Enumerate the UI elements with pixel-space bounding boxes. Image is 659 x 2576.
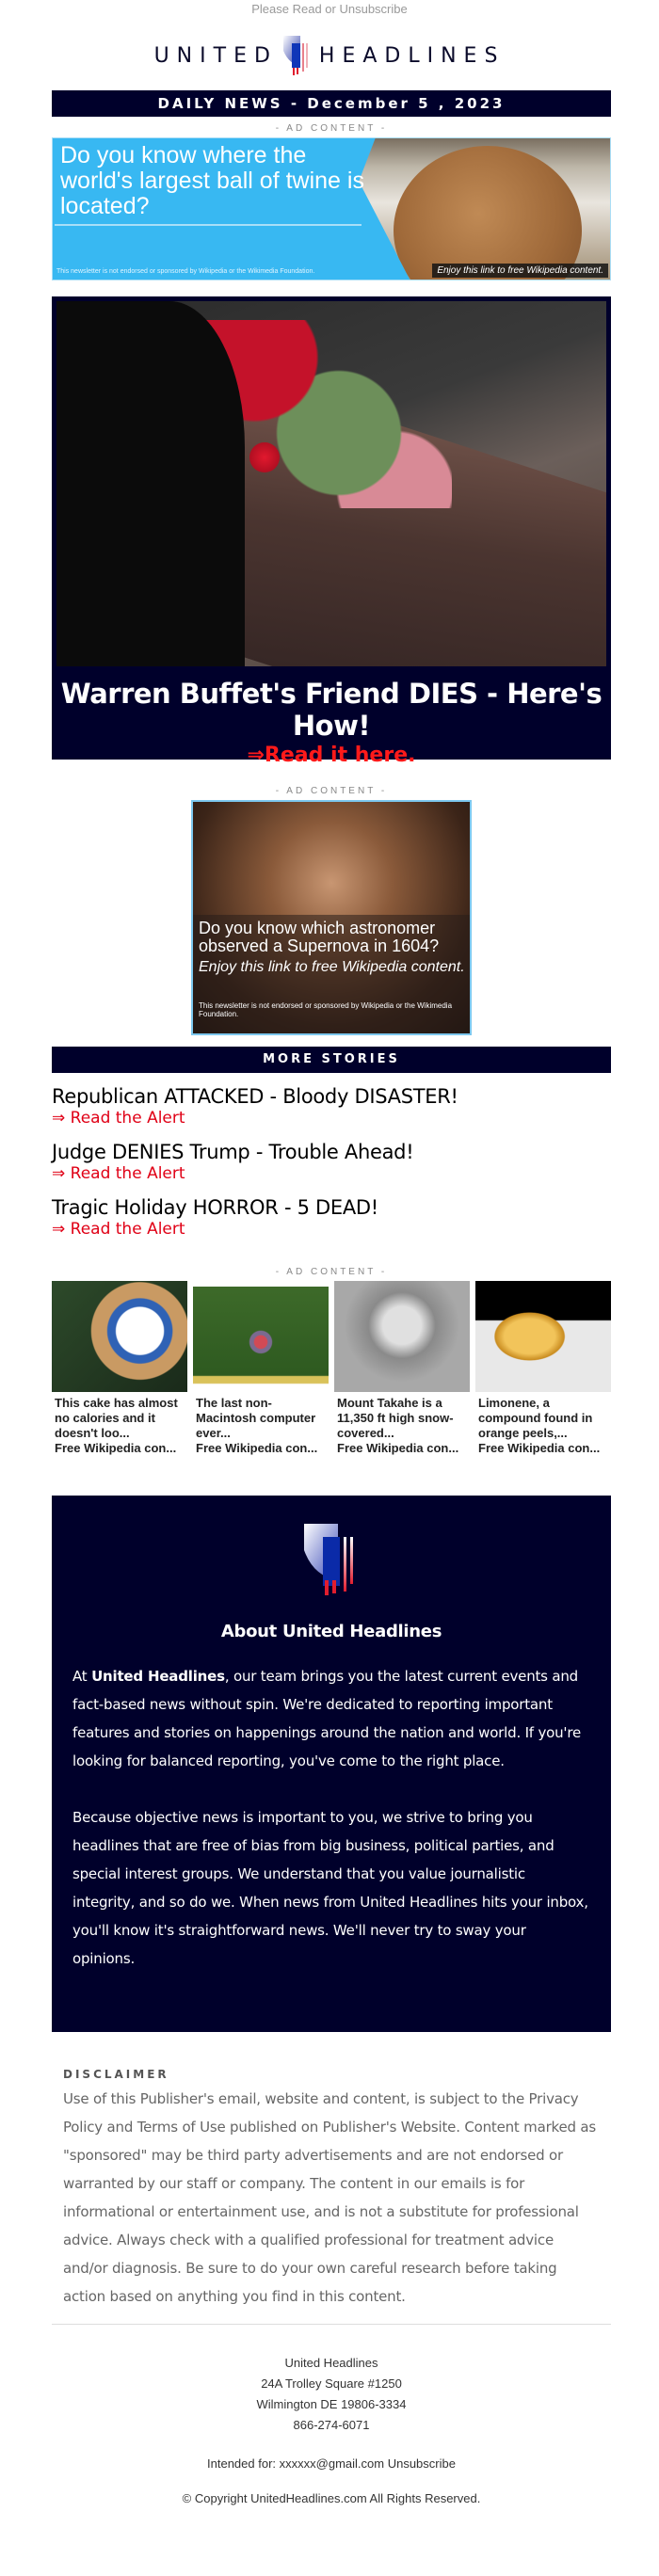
ad-tile-text: The last non-Macintosh computer ever... <box>196 1396 316 1440</box>
ad-twine-caption: Enjoy this link to free Wikipedia content. <box>432 264 608 278</box>
ad-banner-twine[interactable] <box>52 137 611 280</box>
story-title[interactable]: Judge DENIES Trump - Trouble Ahead! <box>52 1141 414 1163</box>
phone-number: 866-274-6071 <box>293 2418 370 2432</box>
ad-twine-title: Do you know where the world's largest ball of twine is located? <box>60 142 364 219</box>
story-item <box>52 1140 611 1184</box>
ad-tile[interactable] <box>334 1281 470 1456</box>
more-stories-header: MORE STORIES <box>52 1047 611 1073</box>
ad-content-label: - AD CONTENT - <box>275 786 388 796</box>
read-alert-link[interactable]: ⇒ Read the Alert <box>52 1164 185 1183</box>
about-paragraph: Because objective news is important to you, we strive to bring you headlines that are free of bias from big business, political parties, and special interest groups. We understand that you value journalistic integrity, and so do we. When news from United Headlines hits your inbox, you'll know it's straightforward news. We'll never try to sway your opinions. <box>72 1809 588 1967</box>
about-paragraph: At United Headlines, our team brings you the latest current events and fact-based news without spin. We're dedicated to reporting important features and stories on happenings around the nation and world. If you're looking for balanced reporting, you've come to the right place. <box>72 1668 581 1769</box>
cake-plate-image <box>52 1281 187 1392</box>
daily-news-date-bar: DAILY NEWS - December 5 , 2023 <box>52 90 611 117</box>
logo-word-headlines: HEADLINES <box>318 43 506 68</box>
shield-flag-logo-icon <box>280 34 312 77</box>
ad-tile[interactable] <box>52 1281 187 1456</box>
footer <box>52 2353 611 2505</box>
disclaimer-title: DISCLAIMER <box>63 2068 169 2081</box>
read-alert-link[interactable]: ⇒ Read the Alert <box>52 1109 185 1128</box>
ad-tile-source: Free Wikipedia con... <box>337 1441 459 1455</box>
ad-kepler-disclaimer: This newsletter is not endorsed or sponsored by Wikipedia or the Wikimedia Foundation. <box>199 1001 453 1018</box>
ad-kepler-question: Do you know which astronomer observed a Supernova in 1604? <box>199 919 440 955</box>
limonene-fruit-image <box>475 1281 611 1392</box>
brand-name-bold: United Headlines <box>91 1668 225 1685</box>
logo-word-united: UNITED <box>153 43 278 68</box>
copyright: © Copyright UnitedHeadlines.com All Rights Reserved. <box>182 2491 481 2505</box>
ad-tile-source: Free Wikipedia con... <box>55 1441 177 1455</box>
preheader-unsubscribe-link[interactable]: Please Read or Unsubscribe <box>251 2 408 16</box>
kepler-portrait-image <box>191 800 472 1035</box>
ad-tile-text: This cake has almost no calories and it doesn't loo... <box>55 1396 178 1440</box>
featured-story[interactable] <box>52 296 611 767</box>
featured-headline[interactable]: Warren Buffet's Friend DIES - Here's How! <box>60 678 603 742</box>
story-item <box>52 1195 611 1240</box>
ad-tile-text: Mount Takahe is a 11,350 ft high snow-covered... <box>337 1396 454 1440</box>
brand-logo[interactable] <box>0 21 659 90</box>
ad-divider <box>55 224 362 226</box>
circuit-board-image <box>193 1281 329 1392</box>
ad-content-label: - AD CONTENT - <box>275 1267 388 1277</box>
unsubscribe-link[interactable]: Unsubscribe <box>387 2456 456 2471</box>
shield-flag-logo-icon <box>302 1522 361 1597</box>
ad-tile-source: Free Wikipedia con... <box>478 1441 601 1455</box>
disclaimer-section <box>52 2032 611 2311</box>
story-title[interactable]: Republican ATTACKED - Bloody DISASTER! <box>52 1085 458 1108</box>
ad-tile[interactable] <box>193 1281 329 1456</box>
ad-kepler-enjoy: Enjoy this link to free Wikipedia content. <box>199 959 465 975</box>
ad-tile-source: Free Wikipedia con... <box>196 1441 318 1455</box>
about-title: About United Headlines <box>220 1622 442 1641</box>
company-address: United Headlines 24A Trolley Square #1250 Wilmington DE 19806-3334 866-274-6071 <box>52 2353 611 2436</box>
ad-tile[interactable] <box>475 1281 611 1456</box>
featured-story-image[interactable] <box>56 301 606 666</box>
story-item <box>52 1084 611 1128</box>
about-section <box>52 1496 611 2032</box>
read-it-here-link[interactable]: ⇒Read it here. <box>247 744 416 767</box>
ad-tiles-grid <box>52 1281 611 1456</box>
ad-banner-kepler[interactable] <box>191 800 472 1035</box>
ad-tile-text: Limonene, a compound found in orange peels,... <box>478 1396 593 1440</box>
divider <box>52 2324 611 2325</box>
intended-for-line: Intended for: xxxxxx@gmail.com Unsubscribe <box>207 2456 456 2471</box>
disclaimer-text: Use of this Publisher's email, website and content, is subject to the Privacy Policy and Terms of Use published on Publisher's Website. Content marked as "sponsored" may be third party advertisements and are not endorsed or warranted by our staff or company. The content in our emails is for informational or entertainment use, and is not a substitute for professional advice. Always check with a qualified professional for treatment advice and/or diagnosis. Be sure to do your own careful research before taking action based on anything you find in this content. <box>63 2090 597 2305</box>
recipient-email: xxxxxx@gmail.com <box>279 2456 385 2471</box>
read-alert-link[interactable]: ⇒ Read the Alert <box>52 1220 185 1239</box>
story-title[interactable]: Tragic Holiday HORROR - 5 DEAD! <box>52 1196 378 1219</box>
mount-takahe-image <box>334 1281 470 1392</box>
ad-content-label: - AD CONTENT - <box>275 123 388 134</box>
ad-twine-disclaimer: This newsletter is not endorsed or sponsored by Wikipedia or the Wikimedia Foundation. <box>56 268 315 275</box>
